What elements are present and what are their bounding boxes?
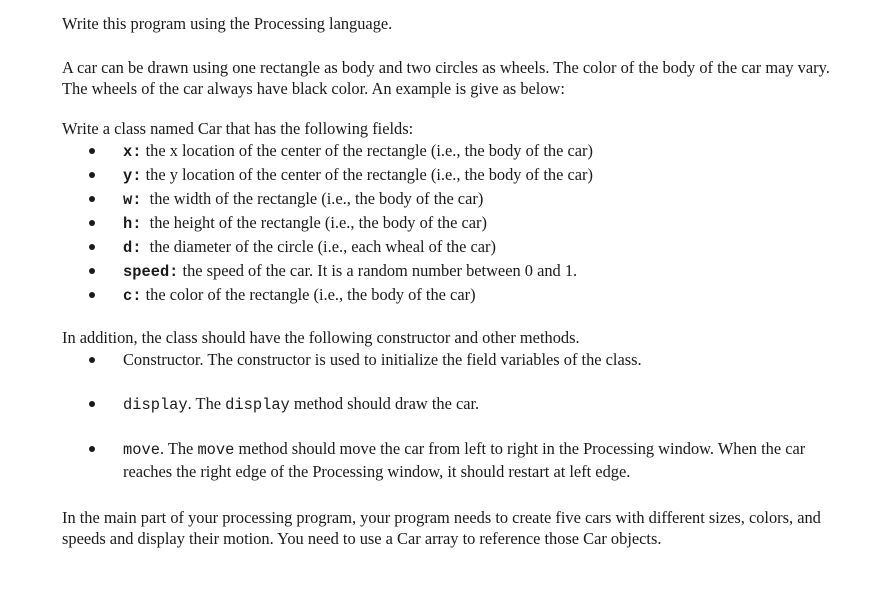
method-item-move: [62, 438, 852, 483]
method-name-inline: display: [225, 396, 290, 414]
field-item-c: [62, 283, 852, 307]
field-name: speed:: [123, 263, 179, 281]
method-text-b: method should draw the car.: [289, 394, 480, 413]
field-desc: the speed of the car. It is a random number between 0 and 1.: [178, 261, 578, 280]
methods-intro: In addition, the class should have the following constructor and other methods.: [62, 328, 580, 347]
field-desc: the height of the rectangle (i.e., the body of the car): [141, 213, 487, 232]
method-name: display: [123, 396, 188, 414]
method-name: move: [123, 441, 160, 459]
field-item-w: [62, 187, 852, 211]
field-desc: the width of the rectangle (i.e., the body of the car): [141, 189, 484, 208]
method-text-a: . The: [187, 394, 226, 413]
method-text-b: method should move the car from left to right in the Processing window. When the car reaches the right edge of the Processing window, it should restart at left edge.: [123, 439, 806, 481]
method-text-a: . The: [159, 439, 198, 458]
fields-intro: Write a class named Car that has the following fields:: [62, 119, 414, 138]
field-name: x:: [123, 143, 142, 161]
document-page: [62, 13, 852, 549]
field-item-speed: [62, 259, 852, 283]
fields-list: [62, 139, 852, 307]
field-item-y: [62, 163, 852, 187]
intro-line: Write this program using the Processing language.: [62, 14, 393, 33]
field-desc: the x location of the center of the rectangle (i.e., the body of the car): [141, 141, 593, 160]
method-name-inline: move: [197, 441, 235, 459]
field-name: c:: [123, 287, 142, 305]
constructor-text: Constructor. The constructor is used to initialize the field variables of the class.: [123, 350, 642, 369]
field-name: y:: [123, 167, 142, 185]
field-desc: the diameter of the circle (i.e., each wheal of the car): [141, 237, 496, 256]
car-description: A car can be drawn using one rectangle as body and two circles as wheels. The color of the body of the car may vary. The wheels of the car always have black color. An example is give as below:: [62, 58, 830, 98]
field-item-d: [62, 235, 852, 259]
method-item-display: [62, 393, 852, 416]
field-name: w:: [123, 191, 142, 209]
field-item-h: [62, 211, 852, 235]
field-item-x: [62, 139, 852, 163]
field-name: d:: [123, 239, 142, 257]
method-item-constructor: [62, 349, 852, 371]
field-desc: the color of the rectangle (i.e., the body of the car): [141, 285, 476, 304]
methods-list: [62, 349, 852, 483]
field-desc: the y location of the center of the rectangle (i.e., the body of the car): [141, 165, 593, 184]
main-part-text: In the main part of your processing program, your program needs to create five cars with different sizes, colors, and speeds and display their motion. You need to use a Car array to reference those Car objects.: [62, 508, 821, 548]
field-name: h:: [123, 215, 142, 233]
